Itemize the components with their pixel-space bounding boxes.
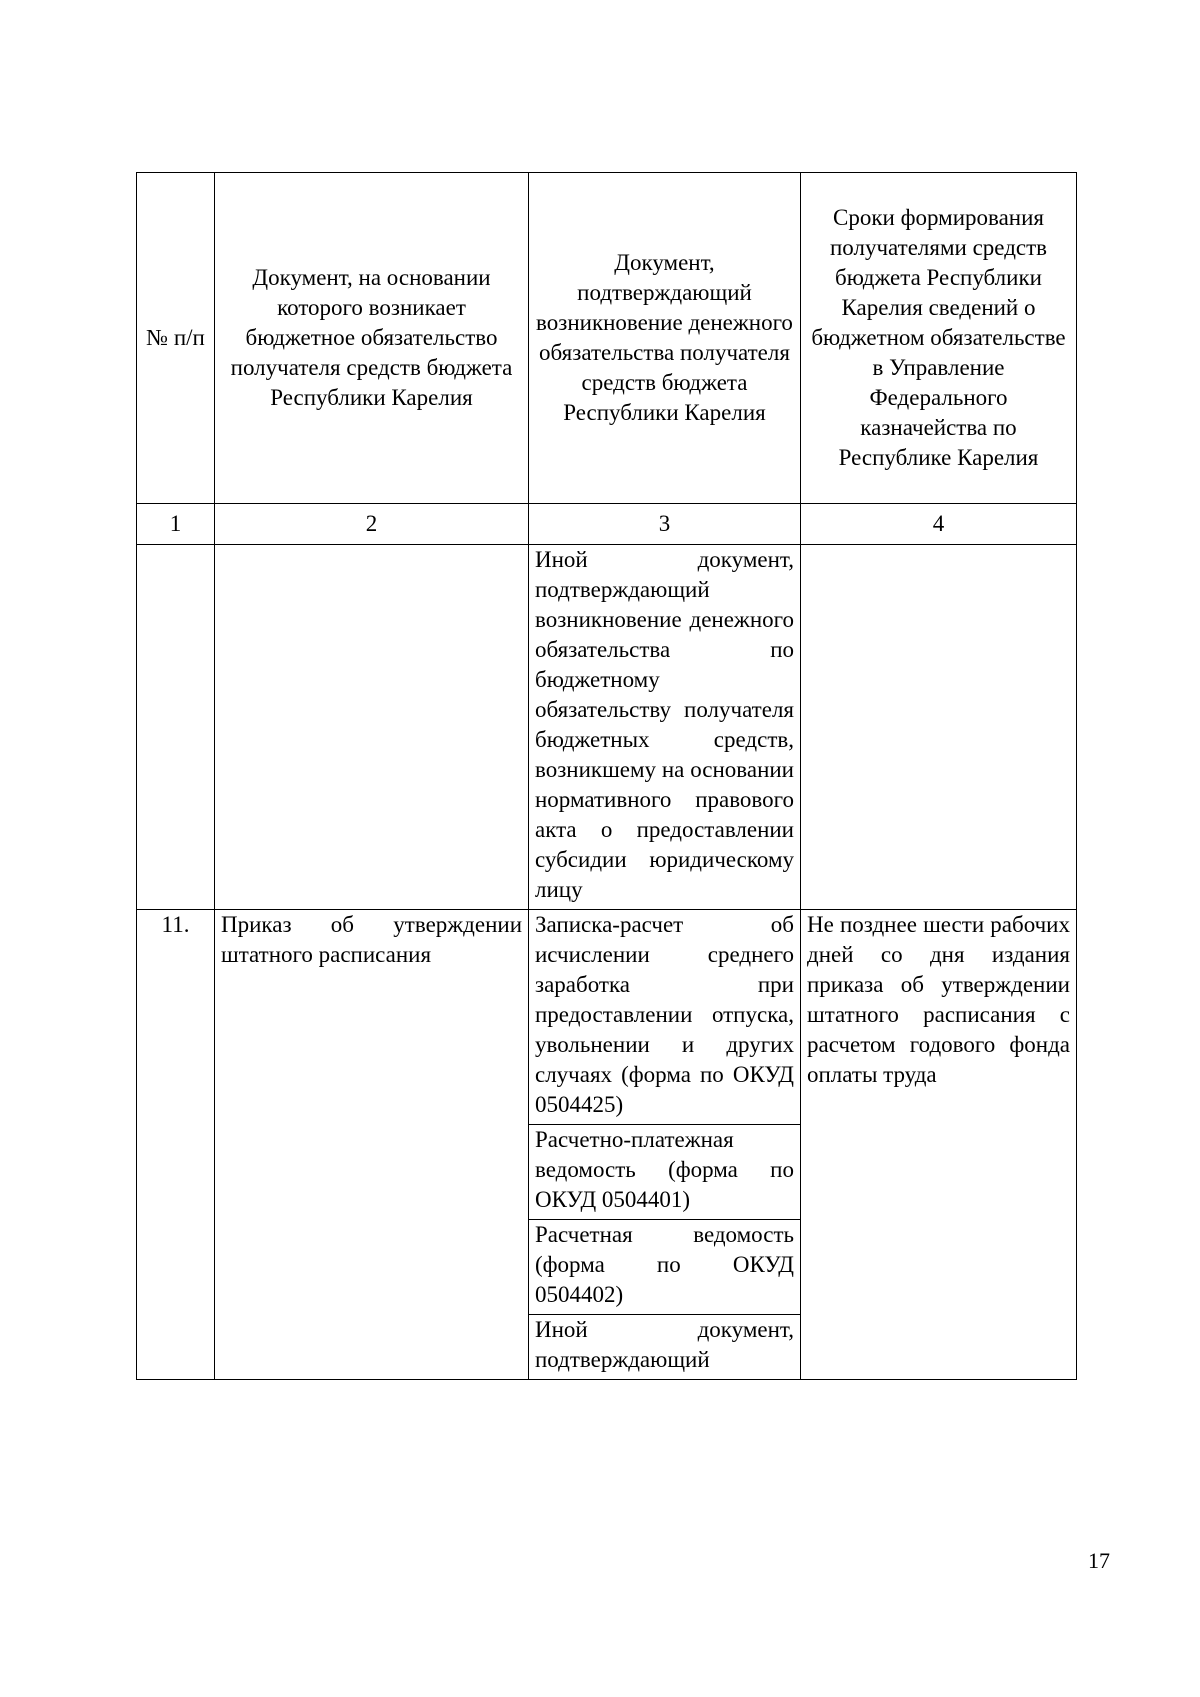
row-11-number: 11. bbox=[137, 910, 215, 1380]
column-number-1: 1 bbox=[137, 504, 215, 545]
column-numbers-row bbox=[137, 504, 1077, 545]
document-table bbox=[136, 172, 1077, 1380]
header-confirming-document: Документ, подтверждающий возникновение денежного обязательства получателя средств бюджета Республики Карелия bbox=[529, 173, 801, 504]
continuation-number-cell bbox=[137, 545, 215, 910]
column-number-2: 2 bbox=[215, 504, 529, 545]
header-number: № п/п bbox=[137, 173, 215, 504]
column-number-4: 4 bbox=[801, 504, 1077, 545]
header-basis-document: Документ, на основании которого возникает бюджетное обязательство получателя средств бюджета Республики Карелия bbox=[215, 173, 529, 504]
continuation-row bbox=[137, 545, 1077, 910]
row-11-confirming-document-4: Иной документ, подтверждающий bbox=[529, 1315, 801, 1380]
header-row bbox=[137, 173, 1077, 504]
continuation-basis-cell bbox=[215, 545, 529, 910]
row-11-confirming-document-1: Записка-расчет об исчислении среднего заработка при предоставлении отпуска, увольнении и других случаях (форма по ОКУД 0504425) bbox=[529, 910, 801, 1125]
continuation-deadline-cell bbox=[801, 545, 1077, 910]
row-11-confirming-document-2: Расчетно-платежная ведомость (форма по ОКУД 0504401) bbox=[529, 1125, 801, 1220]
page-number: 17 bbox=[1088, 1548, 1110, 1573]
table-row bbox=[137, 910, 1077, 1125]
column-number-3: 3 bbox=[529, 504, 801, 545]
row-11-confirming-document-3: Расчетная ведомость (форма по ОКУД 0504402) bbox=[529, 1220, 801, 1315]
continuation-confirming-document: Иной документ, подтверждающий возникновение денежного обязательства по бюджетному обязательству получателя бюджетных средств, возникшему на основании нормативного правового акта о предоставлении субсидии юридическому лицу bbox=[529, 545, 801, 910]
row-11-basis-document: Приказ об утверждении штатного расписания bbox=[215, 910, 529, 1380]
header-deadlines: Сроки формирования получателями средств бюджета Республики Карелия сведений о бюджетном обязательстве в Управление Федерального казначейства по Республике Карелия bbox=[801, 173, 1077, 504]
row-11-deadline: Не позднее шести рабочих дней со дня издания приказа об утверждении штатного расписания с расчетом годового фонда оплаты труда bbox=[801, 910, 1077, 1380]
